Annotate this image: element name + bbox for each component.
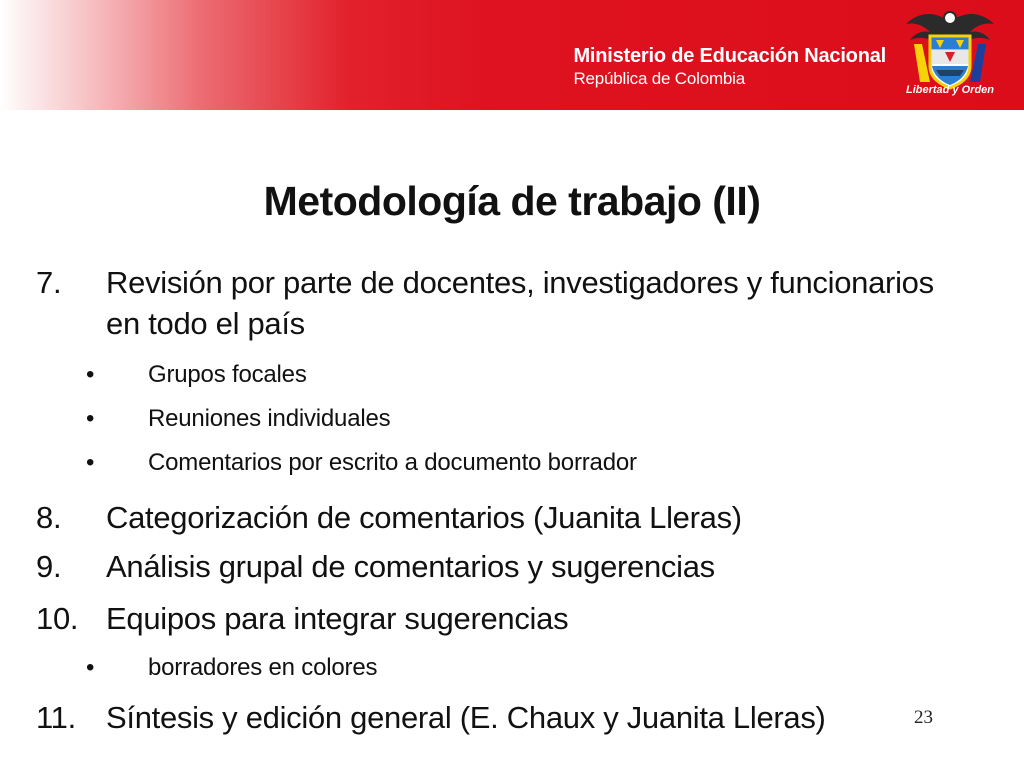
- sub-list-item: [86, 449, 846, 477]
- sub-list-item: [86, 654, 786, 682]
- list-item: [36, 265, 1016, 341]
- sub-item-text: borradores en colores: [148, 654, 378, 681]
- list-item: [36, 500, 936, 536]
- bullet-icon: •: [86, 654, 95, 681]
- bullet-icon: •: [86, 449, 95, 476]
- page-number: 23: [914, 707, 933, 728]
- sub-item-text: Grupos focales: [148, 361, 307, 388]
- item-text: Revisión por parte de docentes, investigadores y funcionarios: [106, 265, 934, 300]
- item-number: 11.: [36, 700, 76, 735]
- ministry-name: Ministerio de Educación Nacional: [573, 45, 886, 67]
- slide-title: Metodología de trabajo (II): [263, 178, 761, 224]
- item-number: 8.: [36, 500, 62, 535]
- list-item: [36, 549, 936, 585]
- item-text: Equipos para integrar sugerencias: [106, 601, 569, 636]
- item-number: 9.: [36, 549, 62, 584]
- item-number: 7.: [36, 265, 62, 300]
- list-item: [36, 601, 936, 637]
- item-text: Síntesis y edición general (E. Chaux y Juanita Lleras): [106, 700, 826, 735]
- logo-motto: Libertad y Orden: [905, 84, 995, 96]
- bullet-icon: •: [86, 405, 95, 432]
- sub-list-item: [86, 405, 786, 433]
- sub-item-text: Comentarios por escrito a documento borrador: [148, 449, 637, 476]
- list-item: [36, 700, 916, 736]
- sub-list-item: [86, 361, 786, 389]
- item-number: 10.: [36, 601, 79, 636]
- item-text: Análisis grupal de comentarios y sugerencias: [106, 549, 715, 584]
- item-text: Categorización de comentarios (Juanita Lleras): [106, 500, 742, 535]
- sub-item-text: Reuniones individuales: [148, 405, 391, 432]
- item-text-continued: en todo el país: [106, 306, 305, 341]
- bullet-icon: •: [86, 361, 95, 388]
- country-name: República de Colombia: [573, 69, 746, 88]
